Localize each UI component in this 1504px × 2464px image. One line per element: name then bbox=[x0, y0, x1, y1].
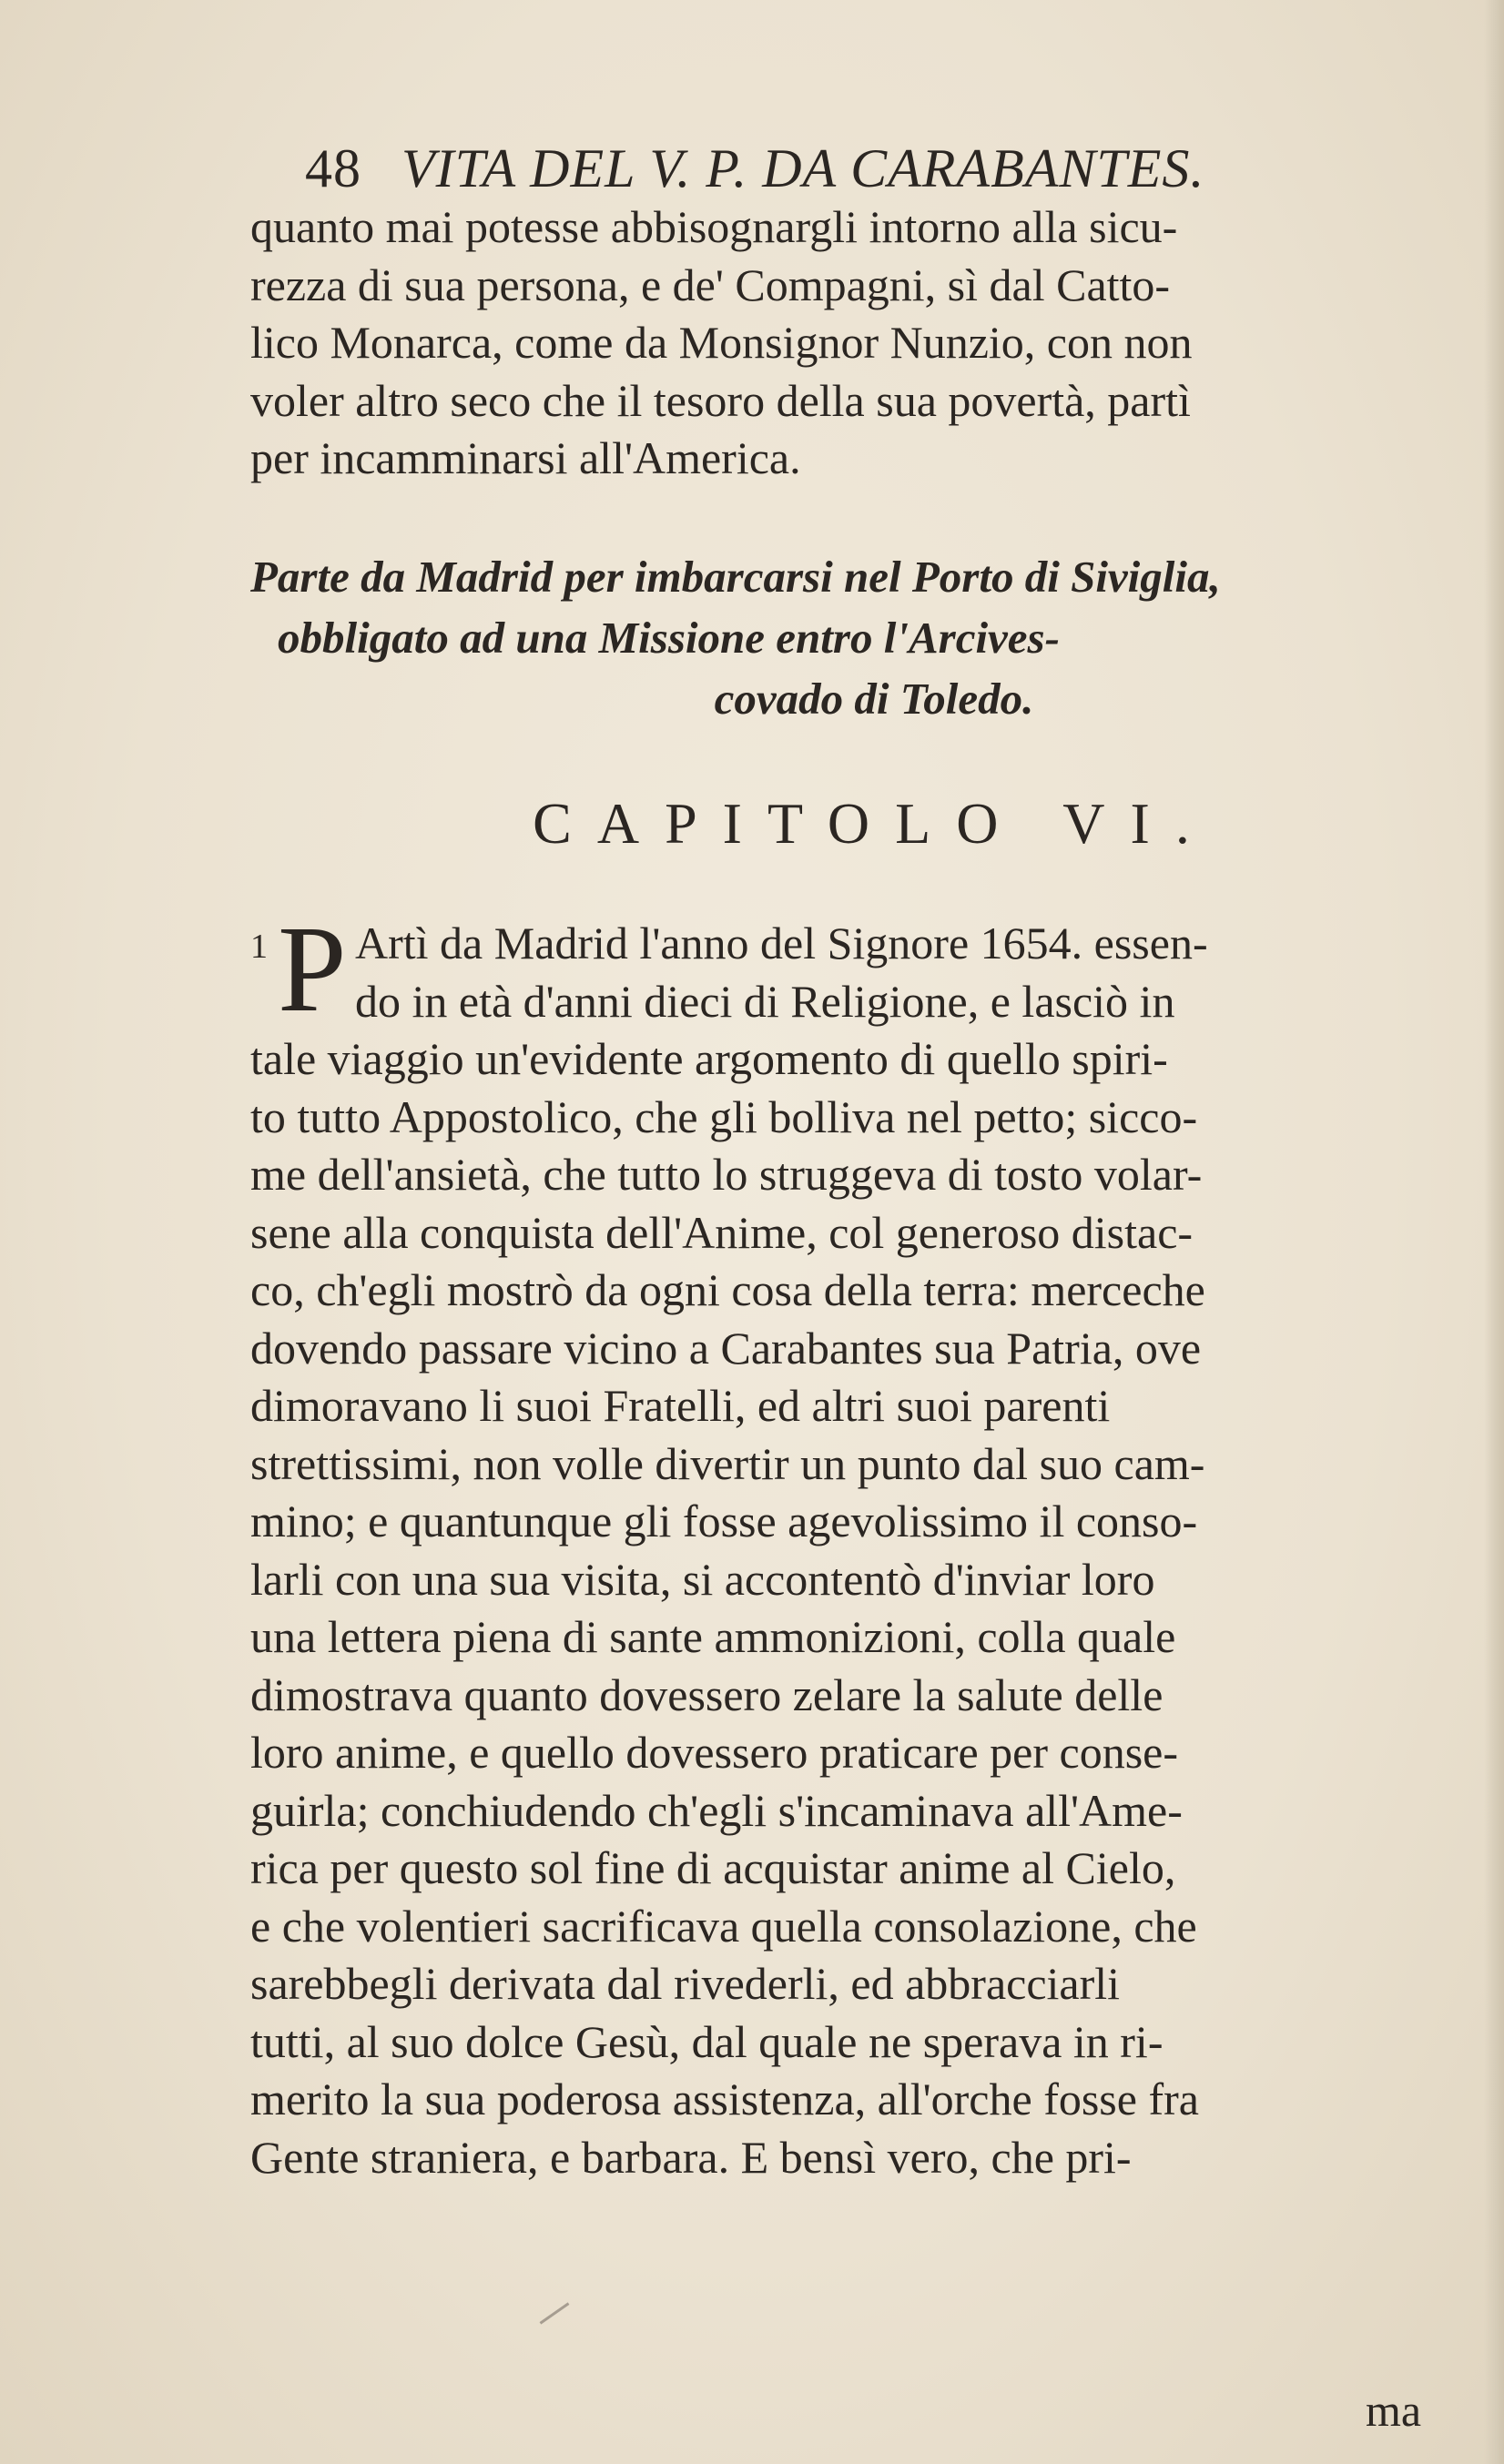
text-line: guirla; conchiudendo ch'egli s'incaminava all'Ame- bbox=[250, 1784, 1183, 1836]
text-line: Artì da Madrid l'anno del Signore 1654. essen- bbox=[355, 918, 1208, 968]
chapter-heading: CAPITOLO VI. bbox=[533, 791, 1215, 856]
chapter-paragraph bbox=[250, 915, 1498, 2186]
summary-line: Parte da Madrid per imbarcarsi nel Porto di Siviglia, bbox=[250, 552, 1221, 602]
page-number: 48 bbox=[305, 138, 361, 198]
text-line: voler altro seco che il tesoro della sua povertà, partì bbox=[250, 374, 1191, 426]
text-line: do in età d'anni dieci di Religione, e lasciò in bbox=[355, 975, 1175, 1027]
paragraph-marker: 1 bbox=[250, 928, 268, 966]
text-line: lico Monarca, come da Monsignor Nunzio, con non bbox=[250, 317, 1193, 368]
text-line: me dell'ansietà, che tutto lo struggeva di tosto volar- bbox=[250, 1149, 1203, 1200]
text-line: tutti, al suo dolce Gesù, dal quale ne sperava in ri- bbox=[250, 2015, 1164, 2067]
ink-mark bbox=[540, 2302, 570, 2324]
text-line: co, ch'egli mostrò da ogni cosa della terra: merceche bbox=[250, 1264, 1205, 1315]
text-line: dimostrava quanto dovessero zelare la salute delle bbox=[250, 1668, 1164, 1720]
text-line: tale viaggio un'evidente argomento di quello spiri- bbox=[250, 1033, 1168, 1084]
text-line: sene alla conquista dell'Anime, col generoso distac- bbox=[250, 1206, 1194, 1258]
text-line: loro anime, e quello dovessero praticare per conse- bbox=[250, 1727, 1179, 1778]
summary-line: covado di Toledo. bbox=[714, 674, 1034, 724]
text-line: per incamminarsi all'America. bbox=[250, 432, 801, 483]
text-line: quanto mai potesse abbisognargli intorno alla sicu- bbox=[250, 201, 1178, 252]
text-line: dovendo passare vicino a Carabantes sua Patria, ove bbox=[250, 1322, 1202, 1374]
summary-line: obbligato ad una Missione entro l'Arcives- bbox=[278, 613, 1060, 663]
catchword: ma bbox=[1366, 2385, 1422, 2436]
text-line: merito la sua poderosa assistenza, all'orche fosse fra bbox=[250, 2074, 1199, 2124]
text-line: una lettera piena di sante ammonizioni, colla quale bbox=[250, 1611, 1176, 1662]
text-line: rezza di sua persona, e de' Compagni, sì dal Catto- bbox=[250, 259, 1171, 310]
text-line: strettissimi, non volle divertir un punto dal suo cam- bbox=[250, 1437, 1205, 1489]
text-line: rica per questo sol fine di acquistar anime al Cielo, bbox=[250, 1842, 1176, 1893]
text-line: Gente straniera, e barbara. E bensì vero, che pri- bbox=[250, 2131, 1132, 2183]
text-line: larli con una sua visita, si accontentò d'inviar loro bbox=[250, 1553, 1155, 1605]
text-line: e che volentieri sacrificava quella consolazione, che bbox=[250, 1900, 1197, 1952]
text-line: to tutto Appostolico, che gli bolliva nel petto; sicco- bbox=[250, 1090, 1198, 1142]
continuation-text bbox=[250, 198, 1498, 488]
text-line: sarebbegli derivata dal rivederli, ed abbracciarli bbox=[250, 1958, 1121, 2009]
drop-cap: P bbox=[278, 901, 347, 1038]
text-line: dimoravano li suoi Fratelli, ed altri suoi parenti bbox=[250, 1380, 1111, 1431]
running-title: VITA DEL V. P. DA CARABANTES. bbox=[401, 138, 1205, 198]
page-header bbox=[305, 137, 1489, 200]
text-line: mino; e quantunque gli fosse agevolissimo il conso- bbox=[250, 1496, 1198, 1546]
chapter-summary bbox=[250, 546, 1498, 729]
